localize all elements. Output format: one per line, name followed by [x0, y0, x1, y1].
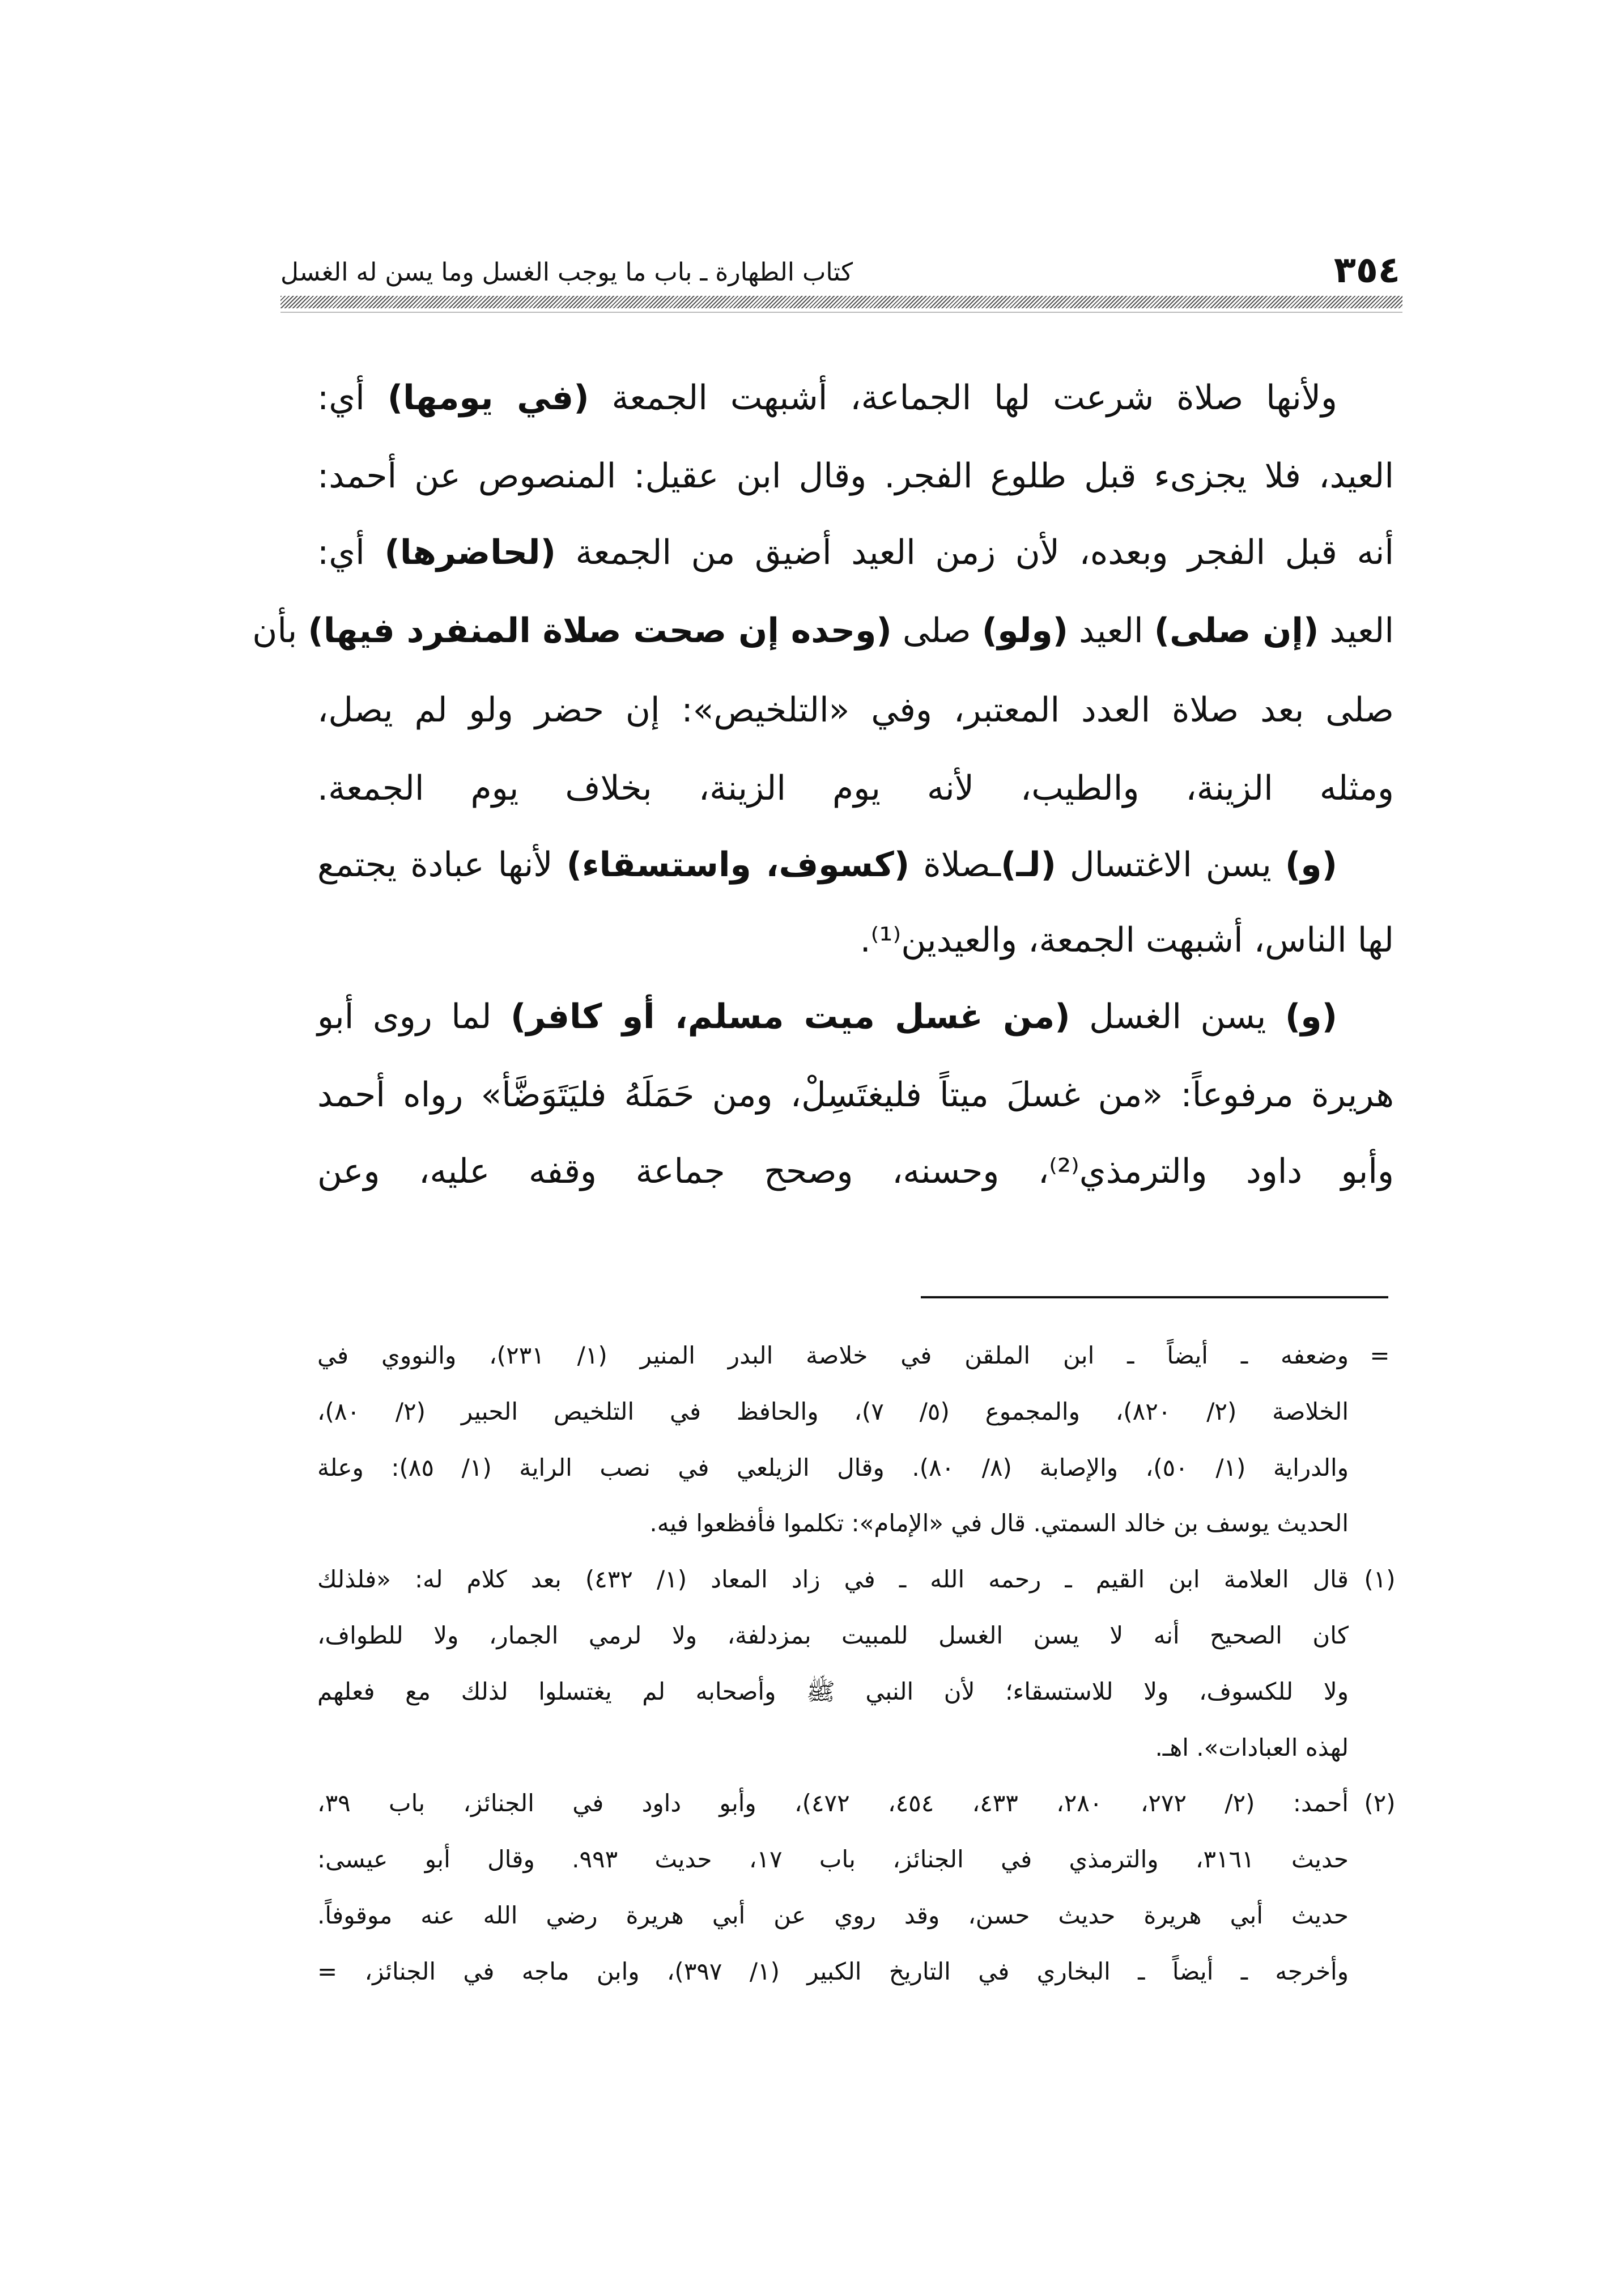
sharh-text: صلى بعد صلاة العدد المعتبر، وفي «التلخيص»: إن حضر ولو لم يصل،	[317, 690, 1394, 730]
matn-text: (و)	[1285, 997, 1338, 1037]
sharh-text: يسن الغسل	[1070, 997, 1285, 1037]
sharh-text: بأن	[252, 611, 308, 651]
footnote-line: ولا للكسوف، ولا للاستسقاء؛ لأن النبي ﷺ وأصحابه لم يغتسلوا لذلك مع فعلهم	[317, 1678, 1349, 1705]
header-divider-thin	[280, 312, 1402, 313]
body-line	[317, 1069, 1394, 1120]
sharh-text: وأبو داود والترمذي⁽²⁾، وحسنه، وصحح جماعة وقفه عليه، وعن	[317, 1152, 1394, 1191]
body-line	[317, 527, 1394, 578]
sharh-text: ومثله الزينة، والطيب، لأنه يوم الزينة، بخلاف يوم الجمعة.	[317, 768, 1394, 808]
matn-text: (ولو)	[981, 611, 1069, 651]
footnote-line: وضعفه ـ أيضاً ـ ابن الملقن في خلاصة البدر المنير (١/ ٢٣١)، والنووي في	[317, 1341, 1349, 1369]
footnote-line: حديث أبي هريرة حديث حسن، وقد روي عن أبي هريرة رضي الله عنه موقوفاً.	[317, 1901, 1349, 1929]
sharh-text: أنه قبل الفجر وبعده، لأن زمن العيد أضيق من الجمعة	[555, 533, 1394, 572]
sharh-text: لما روى أبو	[317, 997, 511, 1037]
footnote-marker: (١)	[1364, 1565, 1396, 1593]
footnote-line: والدراية (١/ ٥٠)، والإصابة (٨/ ٨٠). وقال الزيلعي في نصب الراية (١/ ٨٥): وعلة	[317, 1454, 1349, 1481]
sharh-text: هريرة مرفوعاً: «من غسلَ ميتاً فليغتَسِلْ، ومن حَمَلَهُ فليَتَوَضَّأ» رواه أحمد	[317, 1075, 1394, 1115]
sharh-text: لأنها عبادة يجتمع	[317, 845, 567, 885]
sharh-text: يسن الاغتسال	[1056, 845, 1285, 885]
body-line	[317, 1146, 1394, 1197]
footnote-line: الحديث يوسف بن خالد السمتي. قال في «الإمام»: تكلموا فأفظعوا فيه.	[649, 1509, 1349, 1537]
footnote-line: كان الصحيح أنه لا يسن الغسل للمبيت بمزدلفة، ولا لرمي الجمار، ولا للطواف،	[317, 1621, 1349, 1649]
matn-text: (من غسل ميت مسلم، أو كافر)	[510, 997, 1070, 1037]
footnote-marker: (٢)	[1364, 1789, 1396, 1817]
footnote-marker: =	[1370, 1341, 1390, 1369]
page-number: ٣٥٤	[1333, 249, 1400, 291]
footnote-line: وأخرجه ـ أيضاً ـ البخاري في التاريخ الكبير (١/ ٣٩٧)، وابن ماجه في الجنائز، =	[317, 1957, 1349, 1985]
matn-text: (كسوف، واستسقاء)	[566, 845, 910, 885]
header-title: كتاب الطهارة ـ باب ما يوجب الغسل وما يسن له الغسل	[280, 258, 853, 287]
sharh-text: صلى	[891, 611, 982, 651]
footnote-line: قال العلامة ابن القيم ـ رحمه الله ـ في زاد المعاد (١/ ٤٣٢) بعد كلام له: «فلذلك	[317, 1565, 1349, 1593]
footnote-line: أحمد: (٢/ ٢٧٢، ٢٨٠، ٤٣٣، ٤٥٤، ٤٧٢)، وأبو داود في الجنائز، باب ٣٩،	[317, 1789, 1349, 1817]
matn-text: (في يومها)	[387, 378, 589, 418]
header-divider	[280, 296, 1402, 308]
sharh-text: أي:	[317, 378, 388, 418]
footnote-line: حديث ٣١٦١، والترمذي في الجنائز، باب ١٧، حديث ٩٩٣. وقال أبو عيسى:	[317, 1845, 1349, 1873]
body-line	[317, 915, 1394, 966]
sharh-text: العيد	[1068, 611, 1154, 651]
footnote-separator	[921, 1296, 1388, 1298]
body-line	[317, 451, 1394, 502]
body-line	[317, 763, 1394, 814]
body-line	[317, 685, 1394, 736]
sharh-text: العيد	[1319, 611, 1394, 651]
matn-text: (و)	[1285, 845, 1338, 885]
matn-text: (إن صلى)	[1154, 611, 1319, 651]
body-line	[317, 372, 1337, 423]
footnote-line: الخلاصة (٢/ ٨٢٠)، والمجموع (٥/ ٧)، والحافظ في التلخيص الحبير (٢/ ٨٠)،	[317, 1398, 1349, 1425]
sharh-text: لها الناس، أشبهت الجمعة، والعيدين⁽¹⁾.	[860, 920, 1394, 960]
sharh-text: ـصلاة	[909, 845, 1001, 885]
matn-text: (لحاضرها)	[384, 533, 556, 572]
matn-text: (لـ)	[1001, 845, 1056, 885]
body-line	[317, 991, 1337, 1042]
sharh-text: العيد، فلا يجزىء قبل طلوع الفجر. وقال ابن عقيل: المنصوص عن أحمد:	[317, 456, 1394, 496]
sharh-text: ولأنها صلاة شرعت لها الجماعة، أشبهت الجمعة	[589, 378, 1338, 418]
sharh-text: أي:	[317, 533, 385, 572]
body-line	[252, 605, 1394, 656]
matn-text: (وحده إن صحت صلاة المنفرد فيها)	[308, 611, 892, 651]
body-line	[317, 839, 1337, 890]
footnote-line: لهذه العبادات». اهـ.	[1155, 1734, 1349, 1761]
